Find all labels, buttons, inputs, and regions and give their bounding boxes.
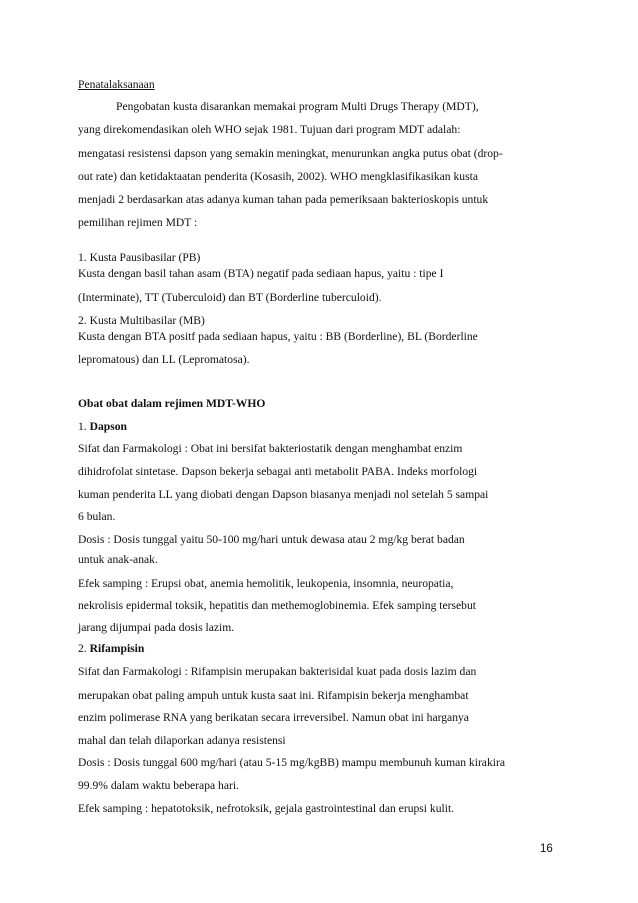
page-number: 16 <box>540 843 553 855</box>
pb-line: Kusta dengan basil tahan asam (BTA) negatif pada sediaan hapus, yaitu : tipe I <box>78 267 444 280</box>
dapson-line: nekrolisis epidermal toksik, hepatitis dan methemoglobinemia. Efek samping tersebut <box>78 599 476 612</box>
drug-name: Dapson <box>89 420 127 433</box>
drug-heading-dapson <box>78 420 127 434</box>
intro-line: yang direkomendasikan oleh WHO sejak 1981. Tujuan dari program MDT adalah: <box>78 123 461 136</box>
dapson-line: Dosis : Dosis tunggal yaitu 50-100 mg/hari untuk dewasa atau 2 mg/kg berat badan <box>78 533 465 546</box>
intro-line: Pengobatan kusta disarankan memakai program Multi Drugs Therapy (MDT), <box>116 100 479 113</box>
intro-line: out rate) dan ketidaktaatan penderita (Kosasih, 2002). WHO mengklasifikasikan kusta <box>78 170 478 183</box>
rifampisin-line: Dosis : Dosis tunggal 600 mg/hari (atau 5-15 mg/kgBB) mampu membunuh kuman kirakira <box>78 756 505 769</box>
rifampisin-line: merupakan obat paling ampuh untuk kusta saat ini. Rifampisin bekerja menghambat <box>78 689 469 702</box>
drug-heading-rifampisin <box>78 642 144 656</box>
dapson-line: Efek samping : Erupsi obat, anemia hemolitik, leukopenia, insomnia, neuropatia, <box>78 577 454 590</box>
dapson-line: untuk anak-anak. <box>78 553 158 566</box>
rifampisin-line: 99.9% dalam waktu beberapa hari. <box>78 779 239 792</box>
intro-line: menjadi 2 berdasarkan atas adanya kuman tahan pada pemeriksaan bakterioskopis untuk <box>78 193 489 206</box>
dapson-line: dihidrofolat sintetase. Dapson bekerja sebagai anti metabolit PABA. Indeks morfologi <box>78 465 478 478</box>
rifampisin-line: Sifat dan Farmakologi : Rifampisin merupakan bakterisidal kuat pada dosis lazim dan <box>78 665 477 678</box>
dapson-line: kuman penderita LL yang diobati dengan Dapson biasanya menjadi nol setelah 5 sampai <box>78 488 489 501</box>
drug-name: Rifampisin <box>89 642 145 655</box>
section-heading-obat: Obat obat dalam rejimen MDT-WHO <box>78 397 266 410</box>
dapson-line: Sifat dan Farmakologi : Obat ini bersifat bakteriostatik dengan menghambat enzim <box>78 442 463 455</box>
intro-line: mengatasi resistensi dapson yang semakin meningkat, menurunkan angka putus obat (drop- <box>78 147 503 160</box>
intro-line: pemilihan rejimen MDT : <box>78 216 198 229</box>
mb-line: lepromatous) dan LL (Lepromatosa). <box>78 353 250 366</box>
dapson-line: jarang dijumpai pada dosis lazim. <box>78 621 235 634</box>
rifampisin-line: enzim polimerase RNA yang berikatan secara irreversibel. Namun obat ini harganya <box>78 711 469 724</box>
rifampisin-line: mahal dan telah dilaporkan adanya resistensi <box>78 734 286 747</box>
list-item-mb-title: 2. Kusta Multibasilar (MB) <box>78 314 205 327</box>
rifampisin-line: Efek samping : hepatotoksik, nefrotoksik, gejala gastrointestinal dan erupsi kulit. <box>78 802 455 815</box>
drug-number: 2. <box>78 642 90 655</box>
mb-line: Kusta dengan BTA positf pada sediaan hapus, yaitu : BB (Borderline), BL (Borderline <box>78 330 478 343</box>
pb-line: (Interminate), TT (Tuberculoid) dan BT (Borderline tuberculoid). <box>78 291 382 304</box>
list-item-pb-title: 1. Kusta Pausibasilar (PB) <box>78 251 201 264</box>
drug-number: 1. <box>78 420 90 433</box>
dapson-line: 6 bulan. <box>78 510 116 523</box>
section-heading-penatalaksanaan: Penatalaksanaan <box>78 78 155 91</box>
